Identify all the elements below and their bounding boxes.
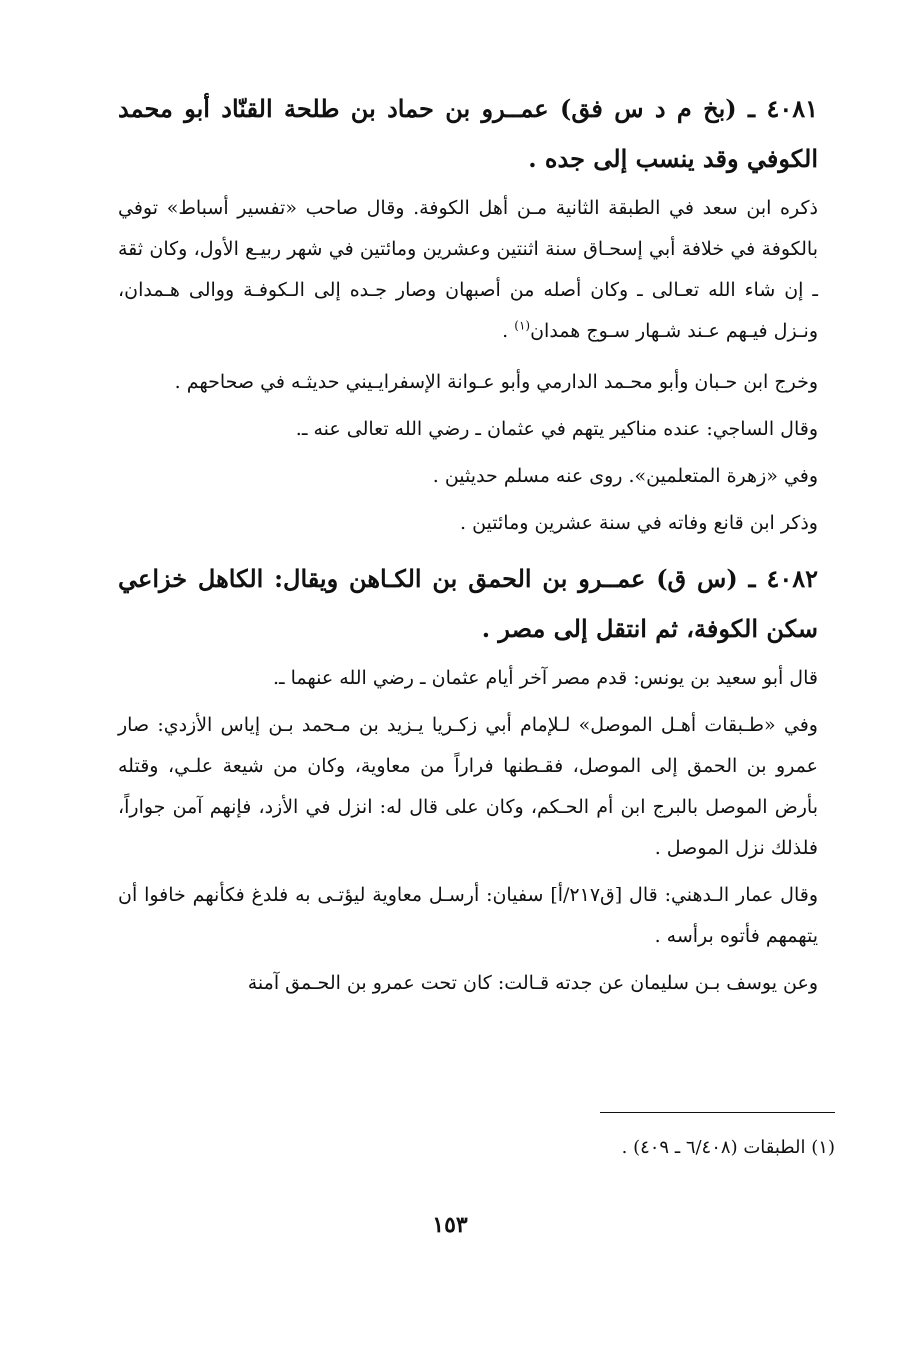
- entry-heading-4081: ٤٠٨١ ـ (بخ م د س فق) عمــرو بن حماد بن طلحة القنّاد أبو محمد الكوفي وقد ينسب إلى جده .: [118, 94, 818, 173]
- entry-heading-4082: ٤٠٨٢ ـ (س ق) عمــرو بن الحمق بن الكـاهن ويقال: الكاهل خزاعي سكن الكوفة، ثم انتقل إلى مصر .: [118, 564, 818, 643]
- paragraph-zahrat: وفي «زهرة المتعلمين». روى عنه مسلم حديثين .: [432, 465, 818, 487]
- paragraph-yusuf: وعن يوسف بـن سليمان عن جدته قـالت: كان تحت عمرو بن الحـمق آمنة: [247, 972, 818, 994]
- footnote-marker: (١): [514, 318, 531, 333]
- paragraph-ibn-saad: [118, 188, 818, 352]
- paragraph-ibn-hibban: وخرج ابن حـبان وأبو محـمد الدارمي وأبو عـوانة الإسفرايـيني حديثـه في صحاحهم .: [174, 371, 818, 393]
- paragraph-ibn-qani: وذكر ابن قانع وفاته في سنة عشرين ومائتين .: [460, 512, 818, 534]
- page-number: ١٥٣: [432, 1212, 468, 1238]
- paragraph-ammar: وقال عمار الـدهني: قال [ق٢١٧/أ] سفيان: أرسـل معاوية ليؤتـى به فلدغ فكأنهم خافوا أن يتهمهم فأتوه برأسه .: [118, 884, 818, 947]
- paragraph-ibn-saad-text: ذكره ابن سعد في الطبقة الثانية مـن أهل الكوفة. وقال صاحب «تفسير أسباط» توفي بالكوفة في خلافة أبي إسحـاق سنة اثنتين وعشرين ومائتين في شهر ربيـع الأول، وكان ثقة ـ إن شاء الله تعـالى ـ وكان أصله من أصبهان وصار جـده إلى الـكوفـة ووالى هـمدان، ونـزل فيـهم عـند شـهار سـوج همدان: [118, 197, 818, 342]
- paragraph-mosul: وفي «طـبقات أهـل الموصل» لـلإمام أبي زكـريا يـزيد بن مـحمد بـن إياس الأزدي: صار عمرو بن الحمق إلى الموصل، فقـطنها فراراً من معاوية، وكان من شيعة علـي، وقتله بأرض الموصل بالبرج ابن أم الحـكم، وكان على قال له: انزل في الأزد، فإنهم آمن جواراً، فلذلك نزل الموصل .: [118, 714, 818, 859]
- page-body: [118, 84, 818, 1004]
- footnote: (١) الطبقات (٦/٤٠٨ ـ ٤٠٩) .: [621, 1137, 835, 1158]
- paragraph-ibn-yunus: قال أبو سعيد بن يونس: قدم مصر آخر أيام عثمان ـ رضي الله عنهما ـ.: [272, 667, 818, 689]
- paragraph-ibn-saad-end: .: [502, 320, 515, 342]
- paragraph-saji: وقال الساجي: عنده مناكير يتهم في عثمان ـ رضي الله تعالى عنه ـ.: [295, 418, 818, 440]
- footnote-divider: [600, 1112, 835, 1113]
